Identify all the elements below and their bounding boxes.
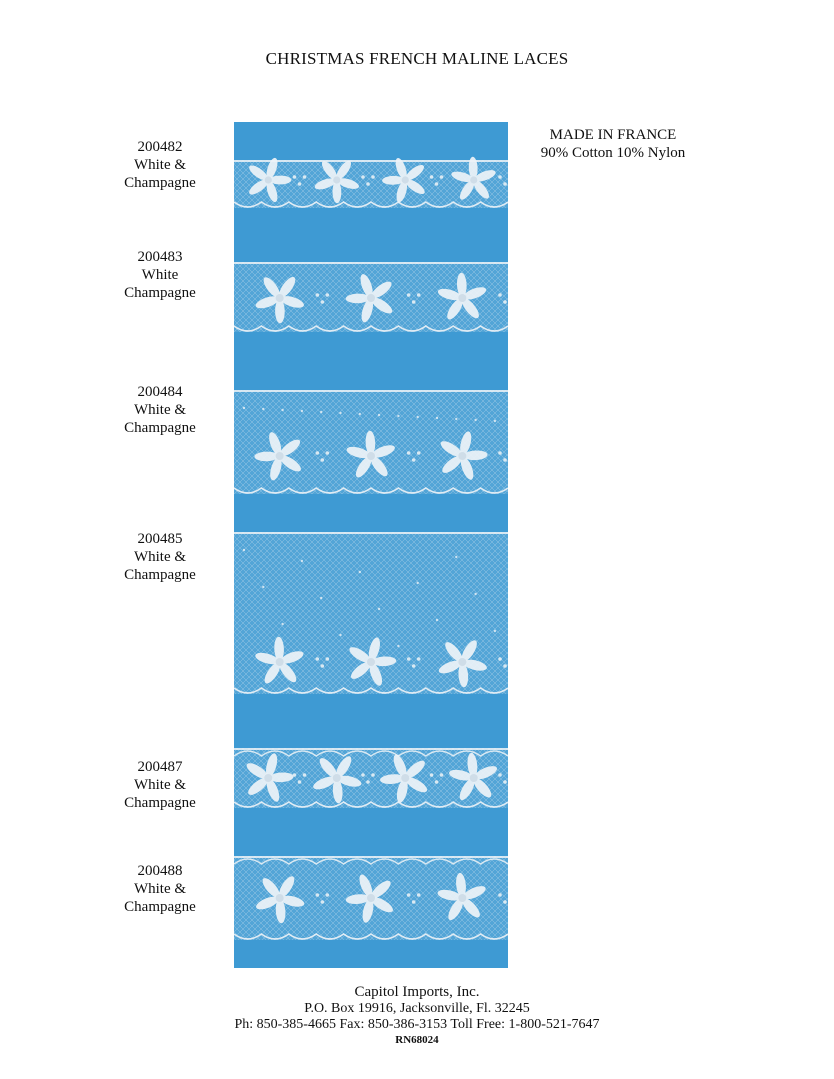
origin-label: MADE IN FRANCE — [549, 127, 677, 143]
company-phones: Ph: 850-385-4665 Fax: 850-386-3153 Toll Free: 1-800-521-7647 — [234, 1017, 600, 1032]
product-label-200482 — [90, 138, 230, 192]
product-color: White — [141, 267, 179, 283]
company-name: Capitol Imports, Inc. — [354, 984, 480, 1000]
product-color: White & — [133, 549, 187, 565]
lace-strip — [234, 157, 508, 208]
product-label-200485 — [90, 530, 230, 584]
composition-label: 90% Cotton 10% Nylon — [540, 145, 686, 161]
product-color: White & — [133, 157, 187, 173]
product-color: Champagne — [124, 285, 196, 301]
lace-strip — [234, 532, 508, 694]
product-color: Champagne — [124, 795, 196, 811]
product-label-200488 — [90, 862, 230, 916]
product-code: 200484 — [137, 384, 183, 400]
product-color: White & — [133, 402, 187, 418]
product-code: 200487 — [137, 759, 183, 775]
lace-swatch-illustration — [234, 122, 508, 968]
product-color: Champagne — [124, 420, 196, 436]
product-color: Champagne — [124, 175, 196, 191]
lace-strip — [234, 748, 508, 808]
product-code: 200485 — [137, 531, 183, 547]
lace-swatch-panel — [234, 122, 508, 968]
product-label-200487 — [90, 758, 230, 812]
lace-strip — [234, 856, 508, 940]
product-color: Champagne — [124, 899, 196, 915]
lace-strip — [234, 390, 508, 494]
company-address: P.O. Box 19916, Jacksonville, Fl. 32245 — [304, 1001, 530, 1016]
product-label-200483 — [90, 248, 230, 302]
product-code: 200482 — [137, 139, 183, 155]
product-meta — [520, 126, 706, 162]
lace-strip — [234, 262, 508, 332]
product-label-200484 — [90, 383, 230, 437]
product-code: 200483 — [137, 249, 183, 265]
product-color: Champagne — [124, 567, 196, 583]
product-color: White & — [133, 777, 187, 793]
rn-number: RN68024 — [395, 1034, 439, 1046]
company-footer — [0, 984, 834, 1047]
product-color: White & — [133, 881, 187, 897]
page-title: CHRISTMAS FRENCH MALINE LACES — [265, 49, 569, 68]
product-code: 200488 — [137, 863, 183, 879]
